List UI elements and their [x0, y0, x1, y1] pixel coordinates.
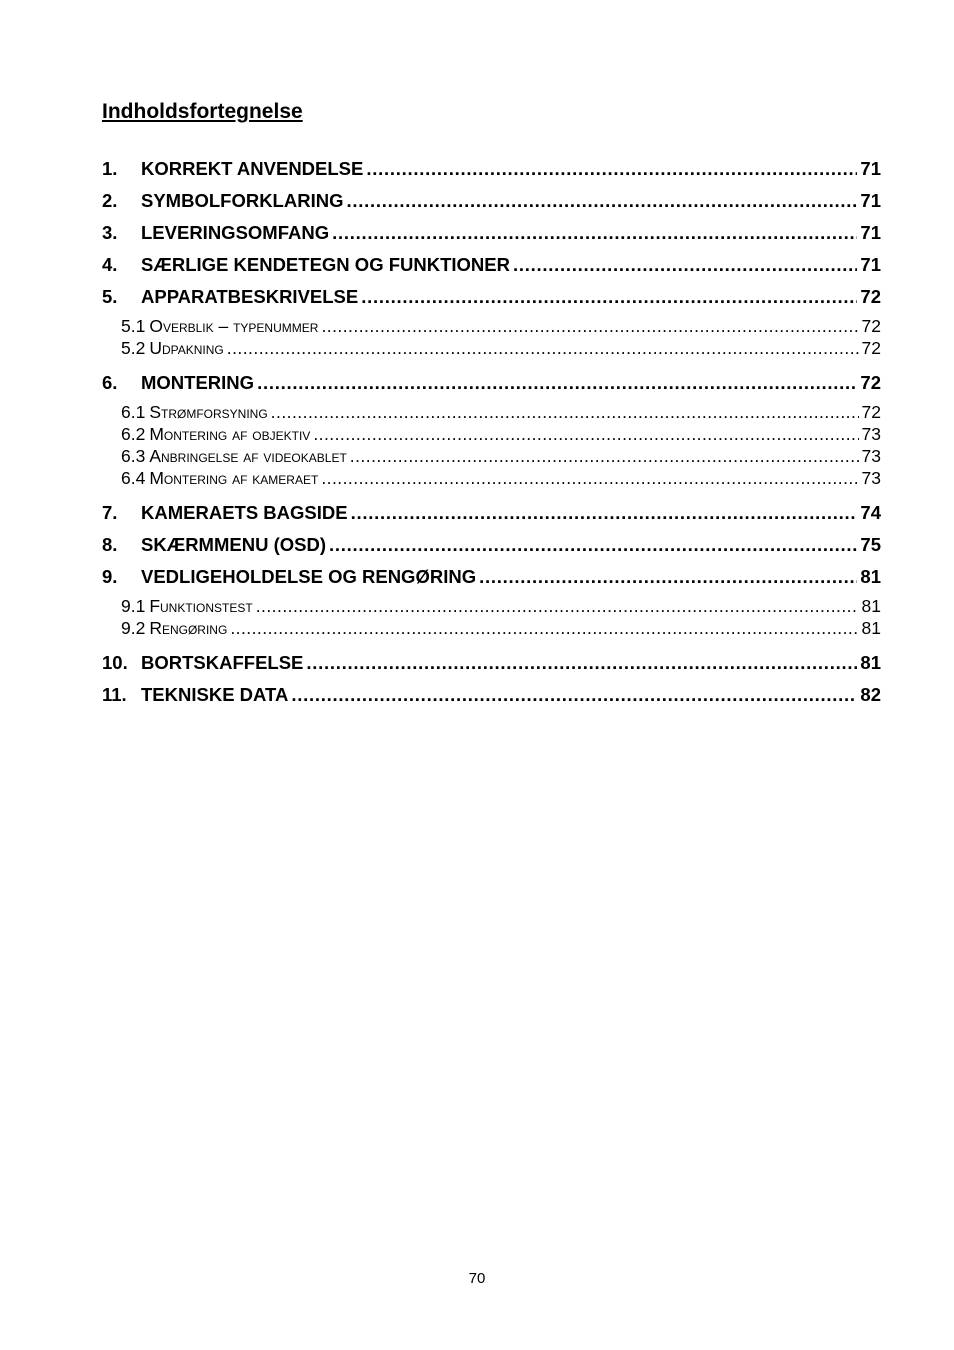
- toc-entry[interactable]: [102, 530, 881, 562]
- toc-entry-label: KORREKT ANVENDELSE: [141, 158, 364, 179]
- toc-entry-label: Udpakning: [149, 338, 224, 358]
- toc-entry-label: LEVERINGSOMFANG: [141, 222, 330, 243]
- toc-dot-leader: [227, 337, 859, 359]
- toc-entry-number: 3.: [102, 222, 118, 243]
- toc-subentry[interactable]: [102, 337, 881, 359]
- toc-dot-leader: [350, 445, 859, 467]
- toc-entry[interactable]: [102, 368, 881, 400]
- toc-entry-label: VEDLIGEHOLDELSE OG RENGØRING: [141, 566, 477, 587]
- toc-entry-number: 5.: [102, 286, 118, 307]
- toc-entry-number: 10.: [102, 652, 128, 673]
- toc-entry[interactable]: [102, 186, 881, 218]
- toc-entry[interactable]: [102, 218, 881, 250]
- toc-entry-number: 4.: [102, 254, 118, 275]
- toc-entry-number: 6.4: [121, 468, 146, 488]
- toc-entry-page: 81: [861, 596, 881, 616]
- table-of-contents: [102, 154, 881, 712]
- toc-entry-page: 71: [860, 222, 881, 243]
- toc-entry-number: 9.: [102, 566, 118, 587]
- toc-dot-leader: [321, 315, 858, 337]
- toc-entry-number: 5.2: [121, 338, 146, 358]
- toc-entry-page: 81: [861, 618, 881, 638]
- toc-entry-number: 8.: [102, 534, 118, 555]
- toc-entry-page: 72: [861, 316, 881, 336]
- toc-dot-leader: [306, 648, 857, 678]
- toc-subentry[interactable]: [102, 595, 881, 617]
- toc-dot-leader: [346, 186, 857, 216]
- toc-entry-label: Anbringelse af videokablet: [149, 446, 347, 466]
- toc-entry-label: MONTERING: [141, 372, 255, 393]
- toc-entry-page: 71: [860, 158, 881, 179]
- toc-entry[interactable]: [102, 282, 881, 314]
- toc-entry-page: 75: [860, 534, 881, 555]
- toc-entry-page: 82: [860, 684, 881, 705]
- toc-subentry[interactable]: [102, 617, 881, 639]
- toc-entry-page: 72: [860, 286, 881, 307]
- toc-entry-label: Strømforsyning: [149, 402, 268, 422]
- toc-entry[interactable]: [102, 680, 881, 712]
- toc-entry-number: 1.: [102, 158, 118, 179]
- toc-entry-page: 71: [860, 190, 881, 211]
- toc-dot-leader: [230, 617, 858, 639]
- toc-entry-number: 6.: [102, 372, 118, 393]
- toc-entry-label: Funktionstest: [149, 596, 253, 616]
- toc-entry-page: 74: [860, 502, 881, 523]
- toc-entry-page: 73: [861, 424, 881, 444]
- toc-entry-label: Overblik – typenummer: [149, 316, 319, 336]
- toc-dot-leader: [313, 423, 858, 445]
- toc-entry-page: 73: [861, 446, 881, 466]
- toc-entry-number: 6.1: [121, 402, 146, 422]
- toc-dot-leader: [332, 218, 857, 248]
- toc-entry-page: 72: [860, 372, 881, 393]
- toc-subentry[interactable]: [102, 423, 881, 445]
- toc-dot-leader: [291, 680, 857, 710]
- toc-dot-leader: [351, 498, 858, 528]
- toc-entry-label: SKÆRMMENU (OSD): [141, 534, 326, 555]
- page-title: Indholdsfortegnelse: [102, 100, 303, 123]
- toc-entry-label: TEKNISKE DATA: [141, 684, 289, 705]
- toc-entry-number: 9.2: [121, 618, 146, 638]
- toc-entry[interactable]: [102, 498, 881, 530]
- toc-entry-page: 81: [860, 652, 881, 673]
- toc-entry-page: 72: [861, 338, 881, 358]
- toc-entry[interactable]: [102, 648, 881, 680]
- toc-entry-number: 6.3: [121, 446, 146, 466]
- toc-entry-number: 5.1: [121, 316, 146, 336]
- toc-entry-label: Montering af kameraet: [149, 468, 319, 488]
- toc-entry-page: 73: [861, 468, 881, 488]
- toc-entry-label: Montering af objektiv: [149, 424, 311, 444]
- toc-entry-label: Rengøring: [149, 618, 228, 638]
- toc-subentry[interactable]: [102, 445, 881, 467]
- toc-entry-number: 7.: [102, 502, 118, 523]
- toc-entry[interactable]: [102, 562, 881, 594]
- toc-entry[interactable]: [102, 154, 881, 186]
- toc-entry-page: 72: [861, 402, 881, 422]
- page-number: 70: [468, 1270, 486, 1287]
- toc-dot-leader: [329, 530, 857, 560]
- toc-subentry[interactable]: [102, 467, 881, 489]
- toc-entry-label: APPARATBESKRIVELSE: [141, 286, 359, 307]
- toc-entry[interactable]: [102, 250, 881, 282]
- toc-dot-leader: [513, 250, 857, 280]
- toc-entry-page: 81: [860, 566, 881, 587]
- toc-dot-leader: [361, 282, 857, 312]
- toc-entry-number: 6.2: [121, 424, 146, 444]
- toc-entry-number: 11.: [102, 684, 127, 705]
- toc-subentry[interactable]: [102, 401, 881, 423]
- toc-dot-leader: [256, 595, 859, 617]
- toc-dot-leader: [321, 467, 858, 489]
- toc-entry-number: 2.: [102, 190, 118, 211]
- toc-subentry[interactable]: [102, 315, 881, 337]
- toc-dot-leader: [479, 562, 857, 592]
- toc-dot-leader: [271, 401, 859, 423]
- toc-entry-label: SYMBOLFORKLARING: [141, 190, 344, 211]
- toc-entry-label: SÆRLIGE KENDETEGN OG FUNKTIONER: [141, 254, 510, 275]
- toc-dot-leader: [366, 154, 857, 184]
- toc-entry-page: 71: [860, 254, 881, 275]
- toc-entry-label: KAMERAETS BAGSIDE: [141, 502, 348, 523]
- toc-dot-leader: [257, 368, 857, 398]
- toc-entry-number: 9.1: [121, 596, 146, 616]
- toc-entry-label: BORTSKAFFELSE: [141, 652, 304, 673]
